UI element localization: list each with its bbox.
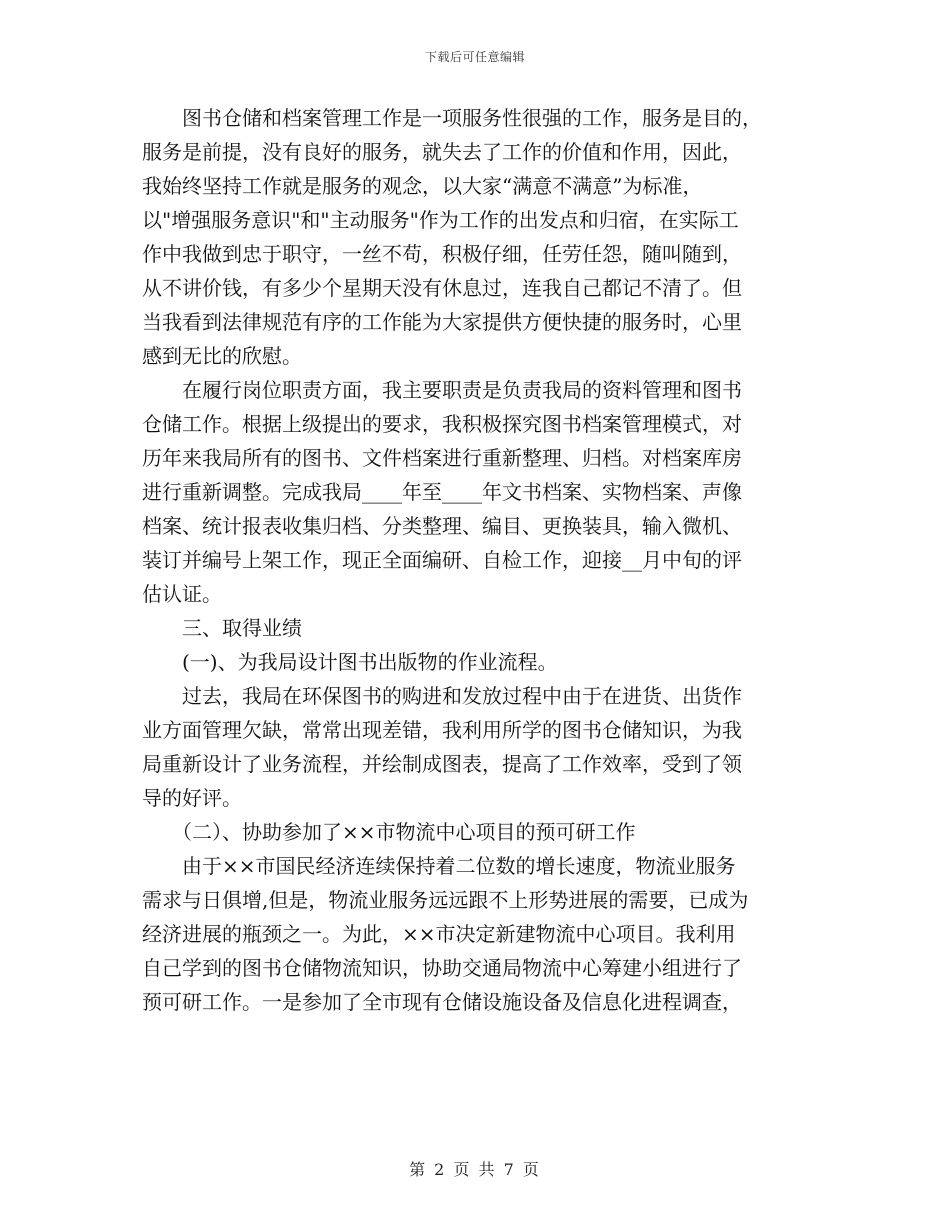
body-line: 估认证。 [142,582,222,606]
body-line: 档案、统计报表收集归档、分类整理、编目、更换装具，输入微机、 [142,514,742,538]
body-line: 作中我做到忠于职守，一丝不苟，积极仔细，任劳任怨，随叫随到， [142,242,742,266]
page-number: 第 2 页 共 7 页 [409,1160,541,1179]
body-line: 当我看到法律规范有序的工作能为大家提供方便快捷的服务时，心里 [142,310,742,334]
body-line: 自己学到的图书仓储物流知识，协助交通局物流中心筹建小组进行了 [142,956,742,980]
body-line: 历年来我局所有的图书、文件档案进行重新整理、归档。对档案库房 [142,446,742,470]
body-line: 业方面管理欠缺，常常出现差错，我利用所学的图书仓储知识，为我 [142,718,742,742]
document-body [142,101,812,1019]
body-line: 在履行岗位职责方面，我主要职责是负责我局的资料管理和图书 [142,378,742,402]
body-line: 以"增强服务意识"和"主动服务"作为工作的出发点和归宿，在实际工 [142,208,739,232]
body-line: 预可研工作。一是参加了全市现有仓储设施设备及信息化进程调查， [142,990,742,1014]
page-header: 下载后可任意编辑 [424,50,525,64]
body-line: 装订并编号上架工作，现正全面编研、自检工作，迎接__月中旬的评 [142,548,742,572]
body-line: 经济进展的瓶颈之一。为此，××市决定新建物流中心项目。我利用 [142,922,736,946]
subsection-heading: (一)、为我局设计图书出版物的作业流程。 [142,650,558,674]
body-line: 从不讲价钱，有多少个星期天没有休息过，连我自己都记不清了。但 [142,276,742,300]
section-heading: 三、取得业绩 [142,616,302,640]
body-line: 过去，我局在环保图书的购进和发放过程中由于在进货、出货作 [142,684,742,708]
body-line: 导的好评。 [142,786,242,810]
body-line: 需求与日俱增,但是，物流业服务远远跟不上形势进展的需要，已成为 [142,888,749,912]
body-line: 图书仓储和档案管理工作是一项服务性很强的工作，服务是目的， [142,106,762,130]
body-line: 服务是前提，没有良好的服务，就失去了工作的价值和作用，因此， [142,140,742,164]
body-line: 感到无比的欣慰。 [142,344,302,368]
body-line: 仓储工作。根据上级提出的要求，我积极探究图书档案管理模式，对 [142,412,742,436]
body-line: 由于××市国民经济连续保持着二位数的增长速度，物流业服务 [142,854,736,878]
subsection-heading: （二）、协助参加了××市物流中心项目的预可研工作 [142,820,636,844]
body-line: 我始终坚持工作就是服务的观念，以大家“满意不满意”为标准， [142,174,703,198]
body-line: 进行重新调整。完成我局____年至____年文书档案、实物档案、声像 [142,480,742,504]
body-line: 局重新设计了业务流程，并绘制成图表，提高了工作效率，受到了领 [142,752,742,776]
